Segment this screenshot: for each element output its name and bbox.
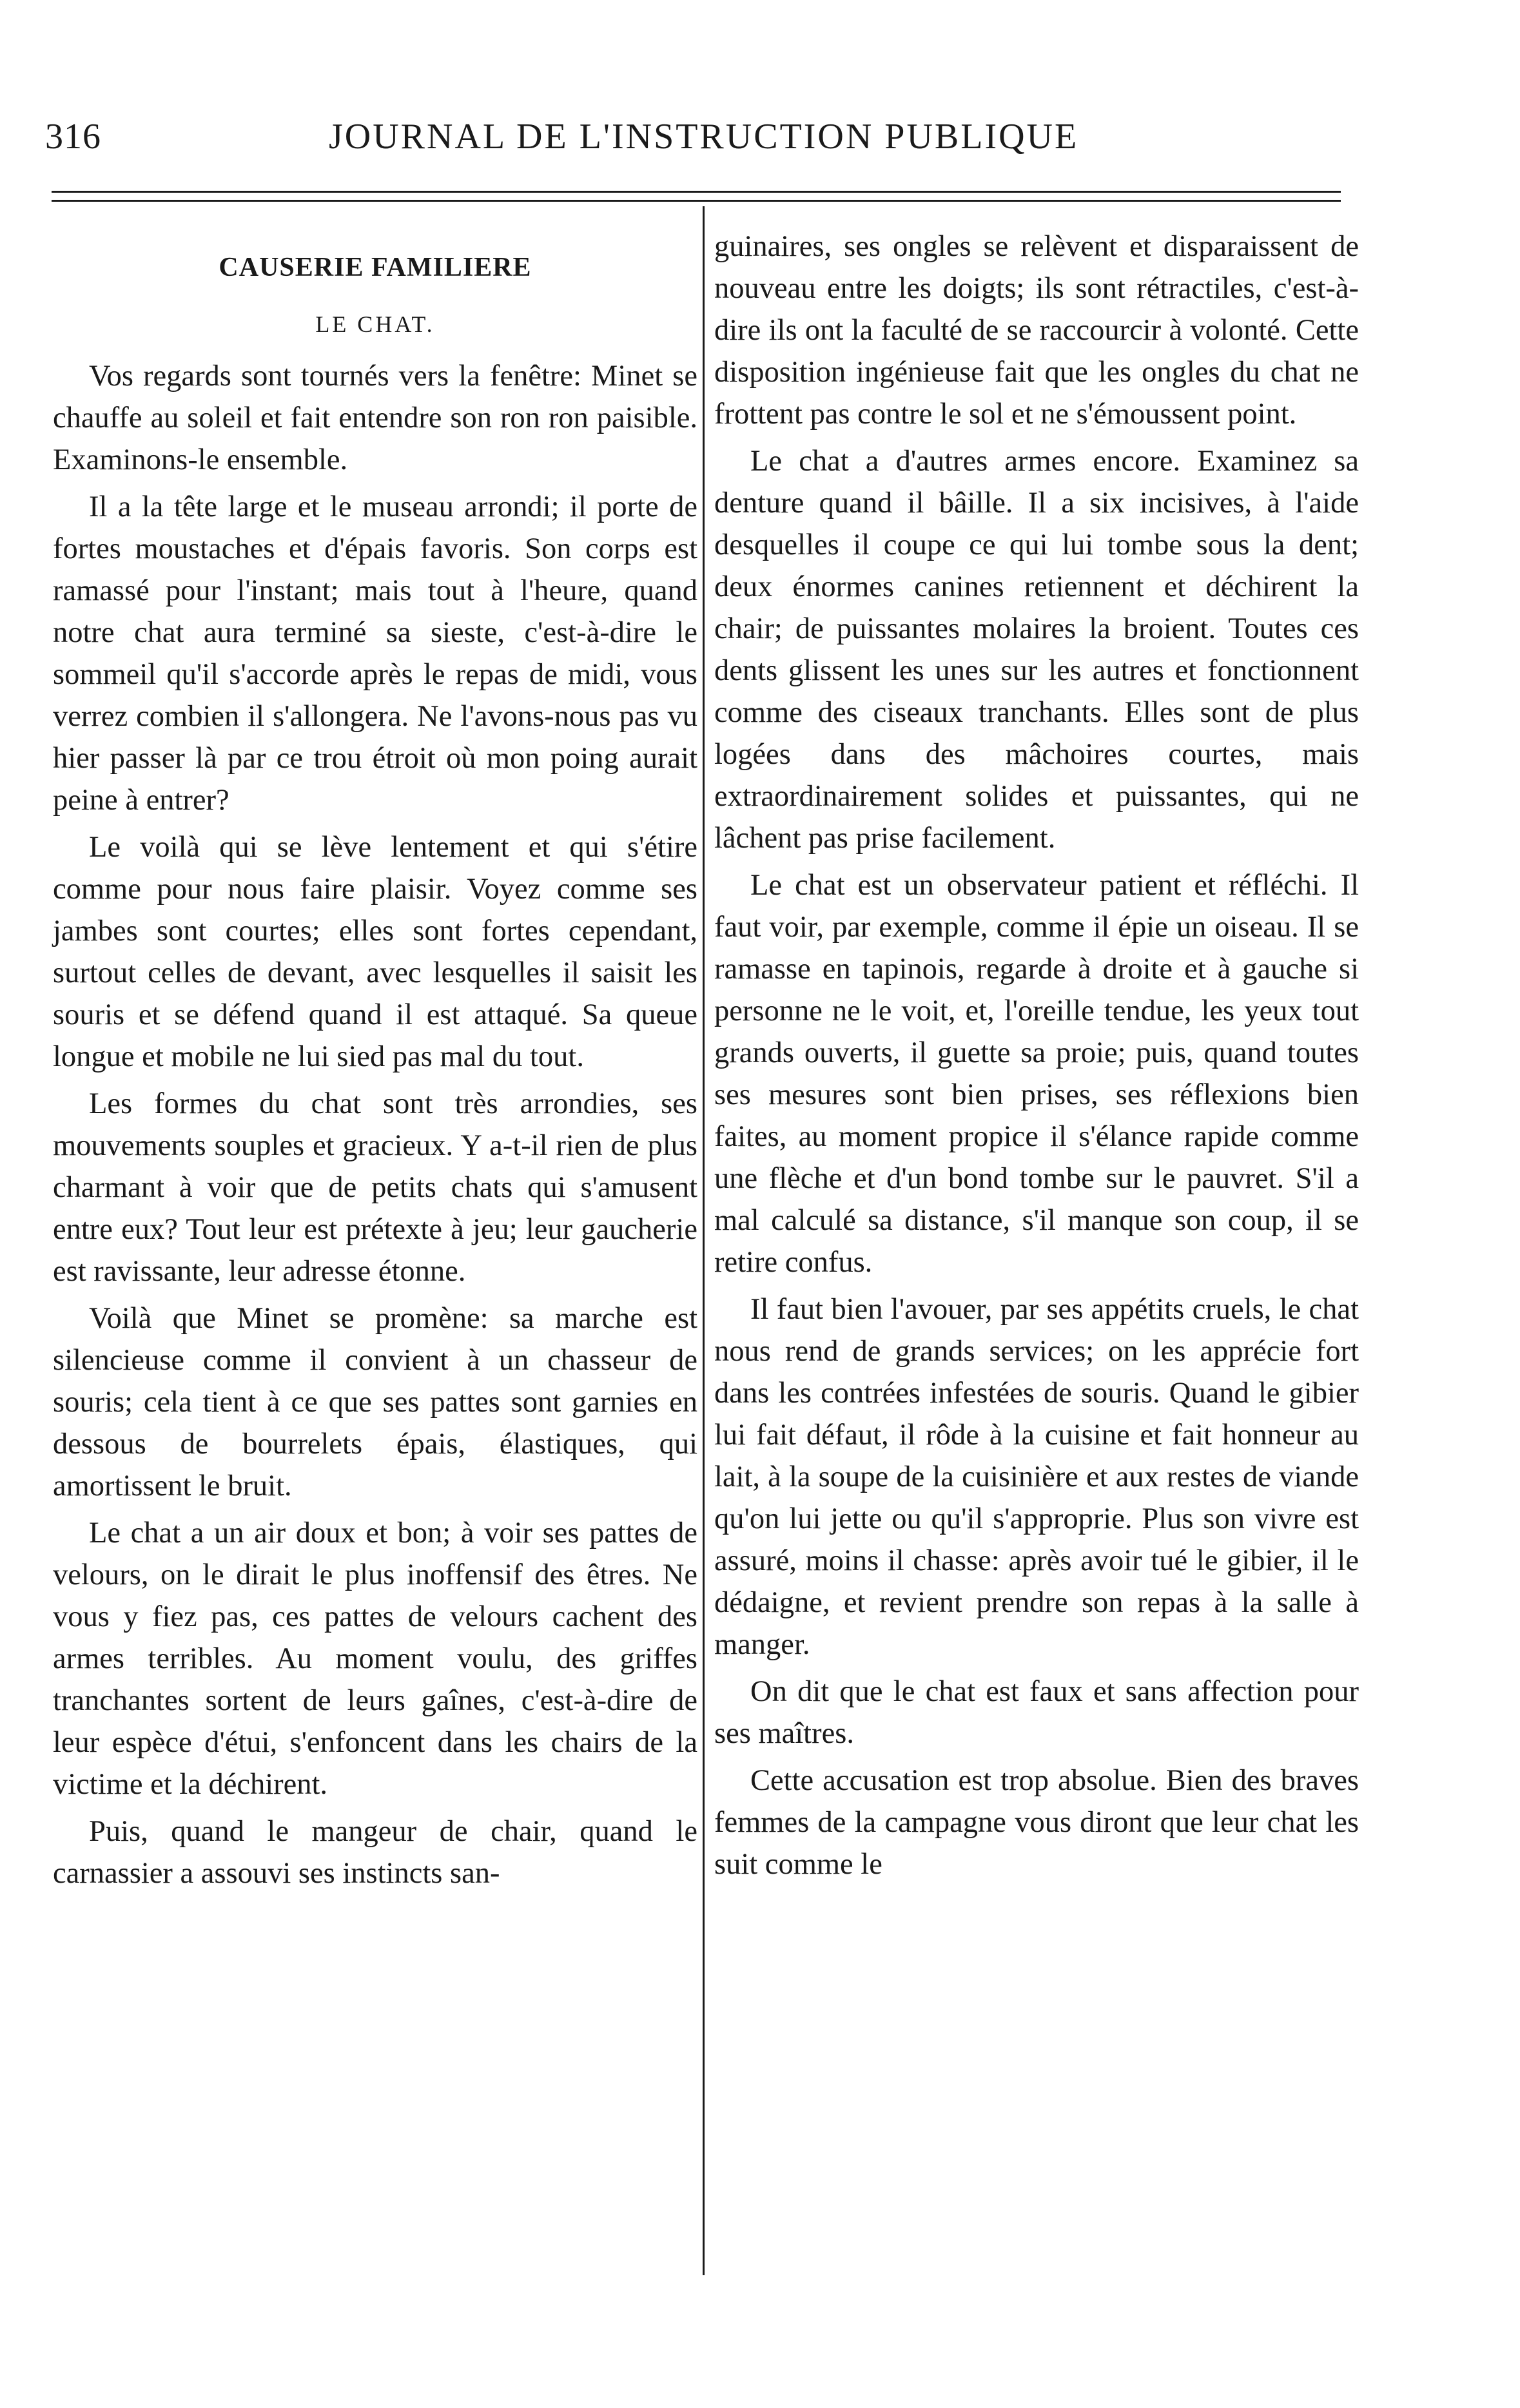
header-rule-bottom: [52, 200, 1341, 202]
paragraph: Les formes du chat sont très arrondies, ses mouvements souples et gracieux. Y a-t-il rien de plus charmant à voir que de petits chats qui s'amusent entre eux? Tout leur est prétexte à jeu; leur gaucherie est ravissante, leur adresse étonne.: [53, 1087, 697, 1288]
column-divider: [703, 206, 705, 2275]
article-subtitle: LE CHAT.: [315, 311, 435, 337]
paragraph: Cette accusation est trop absolue. Bien des braves femmes de la campagne vous diront que leur chat les suit comme le: [714, 1764, 1359, 1881]
paragraph: guinaires, ses ongles se relèvent et disparaissent de nouveau entre les doigts; ils sont rétractiles, c'est-à-dire ils ont la faculté de se raccourcir à volonté. Cette disposition ingénieuse fait que les ongles du chat ne frottent pas contre le sol et ne s'émoussent point.: [714, 230, 1359, 431]
left-column: [53, 222, 697, 1894]
header-rule-top: [52, 191, 1341, 193]
paragraph: Vos regards sont tournés vers la fenêtre: Minet se chauffe au soleil et fait entendre son ron ron paisible. Examinons-le ensemble.: [53, 360, 697, 476]
paragraph: Le voilà qui se lève lentement et qui s'étire comme pour nous faire plaisir. Voyez comme ses jambes sont courtes; elles sont fortes cependant, surtout celles de devant, avec lesquelles il saisit les souris et se défend quand il est attaqué. Sa queue longue et mobile ne lui sied pas mal du tout.: [53, 831, 697, 1073]
paragraph: Voilà que Minet se promène: sa marche est silencieuse comme il convient à un chasseur de souris; cela tient à ce que ses pattes sont garnies en dessous de bourrelets épais, élastiques, qui amortissent le bruit.: [53, 1302, 697, 1502]
paragraph: Le chat est un observateur patient et réfléchi. Il faut voir, par exemple, comme il épie un oiseau. Il se ramasse en tapinois, regarde à droite et à gauche si personne ne le voit, et, l'oreille tendue, les yeux tout grands ouverts, il guette sa proie; puis, quand toutes ses mesures sont bien prises, ses réflexions bien faites, au moment propice il s'élance rapide comme une flèche et d'un bond tombe sur le pauvret. S'il a mal calculé sa distance, s'il manque son coup, il se retire confus.: [714, 869, 1359, 1279]
paragraph: Le chat a un air doux et bon; à voir ses pattes de velours, on le dirait le plus inoffensif des êtres. Ne vous y fiez pas, ces pattes de velours cachent des armes terribles. Au moment voulu, des griffes tranchantes sortent de leurs gaînes, c'est-à-dire de leur espèce d'étui, s'enfoncent dans les chairs de la victime et la déchirent.: [53, 1517, 697, 1801]
paragraph: On dit que le chat est faux et sans affection pour ses maîtres.: [714, 1675, 1359, 1750]
running-header: [45, 116, 1347, 174]
paragraph: Il a la tête large et le museau arrondi; il porte de fortes moustaches et d'épais favoris. Son corps est ramassé pour l'instant; mais tout à l'heure, quand notre chat aura terminé sa sieste, c'est-à-dire le sommeil qu'il s'accorde après le repas de midi, vous verrez combien il s'allongera. Ne l'avons-nous pas vu hier passer là par ce trou étroit où mon poing aurait peine à entrer?: [53, 490, 697, 817]
paragraph: Le chat a d'autres armes encore. Examinez sa denture quand il bâille. Il a six incisives, à l'aide desquelles il coupe ce qui lui tombe sous la dent; deux énormes canines retiennent et déchirent la chair; de puissantes molaires la broient. Toutes ces dents glissent les unes sur les autres et fonctionnent comme des ciseaux tranchants. Elles sont de plus logées dans des mâchoires courtes, mais extraordinairement solides et puissantes, qui ne lâchent pas prise facilement.: [714, 445, 1359, 855]
paragraph: Puis, quand le mangeur de chair, quand le carnassier a assouvi ses instincts san-: [53, 1815, 697, 1890]
paragraph: Il faut bien l'avouer, par ses appétits cruels, le chat nous rend de grands services; on les apprécie fort dans les contrées infestées de souris. Quand le gibier lui fait défaut, il rôde à la cuisine et fait honneur au lait, à la soupe de la cuisinière et aux restes de viande qu'on lui jette ou qu'il s'approprie. Plus son vivre est assuré, moins il chasse: après avoir tué le gibier, il le dédaigne, et revient prendre son repas à la salle à manger.: [714, 1293, 1359, 1661]
page-number: 316: [45, 117, 101, 157]
journal-title: JOURNAL DE L'INSTRUCTION PUBLIQUE: [329, 117, 1079, 157]
article-title: CAUSERIE FAMILIERE: [219, 253, 532, 282]
right-column: [714, 226, 1359, 1885]
